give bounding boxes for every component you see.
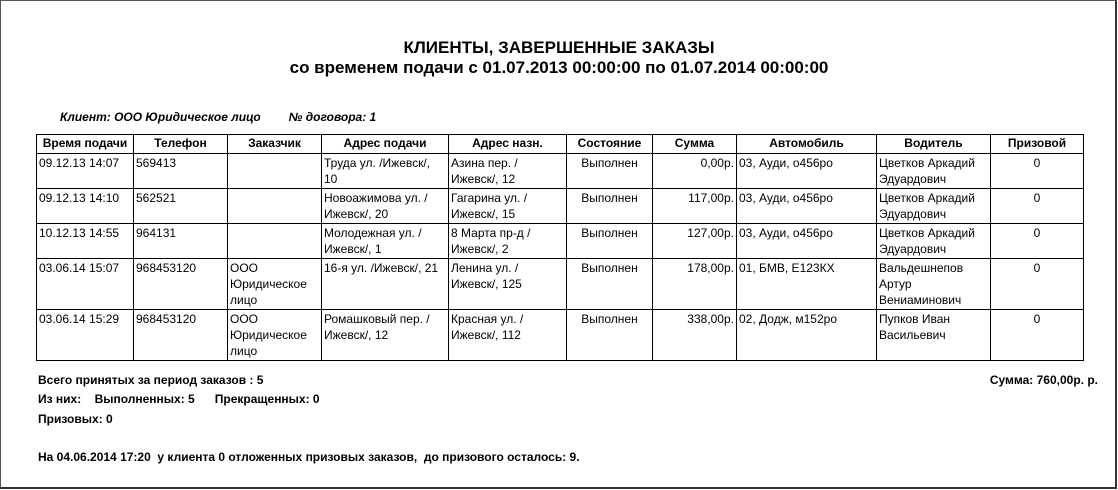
cell-pickup-address: Молодежная ул. /Ижевск/, 1 (322, 224, 449, 259)
header-driver: Водитель (877, 135, 991, 154)
cell-driver: Цветков Аркадий Эдуардович (877, 224, 991, 259)
cell-customer: ООО Юридическое лицо (228, 310, 322, 361)
cell-car: 03, Ауди, о456ро (737, 224, 877, 259)
cell-prize: 0 (991, 189, 1084, 224)
cell-customer (228, 154, 322, 189)
cell-time: 03.06.14 15:07 (37, 259, 134, 310)
table-row (37, 224, 1084, 259)
cell-status: Выполнен (567, 189, 653, 224)
cell-phone: 569413 (134, 154, 228, 189)
cell-time: 10.12.13 14:55 (37, 224, 134, 259)
cell-amount: 178,00р. (653, 259, 737, 310)
cell-pickup-address: Новоажимова ул. /Ижевск/, 20 (322, 189, 449, 224)
total-orders: Всего принятых за период заказов : 5 (38, 373, 264, 387)
cell-phone: 968453120 (134, 259, 228, 310)
cell-pickup-address: 16-я ул. /Ижевск/, 21 (322, 259, 449, 310)
report-title: КЛИЕНТЫ, ЗАВЕРШЕННЫЕ ЗАКАЗЫ (403, 38, 715, 57)
header-time: Время подачи (37, 135, 134, 154)
cell-amount: 338,00р. (653, 310, 737, 361)
header-customer: Заказчик (228, 135, 322, 154)
cell-customer: ООО Юридическое лицо (228, 259, 322, 310)
table-row (37, 189, 1084, 224)
cell-destination-address: 8 Марта пр-д /Ижевск/, 2 (449, 224, 567, 259)
header-destination-address: Адрес назн. (449, 135, 567, 154)
cell-driver: Вальдешнепов Артур Вениаминович (877, 259, 991, 310)
orders-breakdown (38, 392, 320, 406)
client-info (60, 110, 404, 124)
cell-prize: 0 (991, 154, 1084, 189)
cell-car: 02, Додж, м152ро (737, 310, 877, 361)
cell-destination-address: Гагарина ул. /Ижевск/, 15 (449, 189, 567, 224)
header-amount: Сумма (653, 135, 737, 154)
cell-driver: Цветков Аркадий Эдуардович (877, 189, 991, 224)
cancelled-count: Прекращенных: 0 (214, 392, 320, 406)
client-label: Клиент: ООО Юридическое лицо (60, 110, 261, 124)
cell-time: 03.06.14 15:29 (37, 310, 134, 361)
cell-phone: 968453120 (134, 310, 228, 361)
cell-destination-address: Красная ул. /Ижевск/, 112 (449, 310, 567, 361)
cell-status: Выполнен (567, 259, 653, 310)
prize-note: На 04.06.2014 17:20 у клиента 0 отложенных призовых заказов, до призового осталось: 9. (38, 450, 580, 464)
cell-driver: Цветков Аркадий Эдуардович (877, 154, 991, 189)
cell-car: 01, БМВ, Е123КХ (737, 259, 877, 310)
prize-orders: Призовых: 0 (38, 412, 113, 426)
cell-amount: 117,00р. (653, 189, 737, 224)
table-row (37, 259, 1084, 310)
completed-count: Выполненных: 5 (94, 392, 195, 406)
cell-customer (228, 189, 322, 224)
cell-status: Выполнен (567, 224, 653, 259)
orders-table (36, 134, 1084, 361)
cell-driver: Пупков Иван Васильевич (877, 310, 991, 361)
header-car: Автомобиль (737, 135, 877, 154)
contract-number: № договора: 1 (288, 110, 377, 124)
cell-phone: 562521 (134, 189, 228, 224)
header-status: Состояние (567, 135, 653, 154)
cell-amount: 0,00р. (653, 154, 737, 189)
header-pickup-address: Адрес подачи (322, 135, 449, 154)
cell-time: 09.12.13 14:10 (37, 189, 134, 224)
of-them-label: Из них: (38, 392, 82, 406)
cell-destination-address: Азина пер. /Ижевск/, 12 (449, 154, 567, 189)
table-row (37, 154, 1084, 189)
cell-amount: 127,00р. (653, 224, 737, 259)
cell-status: Выполнен (567, 154, 653, 189)
table-header-row (37, 135, 1084, 154)
cell-time: 09.12.13 14:07 (37, 154, 134, 189)
cell-customer (228, 224, 322, 259)
header-phone: Телефон (134, 135, 228, 154)
cell-prize: 0 (991, 259, 1084, 310)
cell-pickup-address: Ромашковый пер. /Ижевск/, 12 (322, 310, 449, 361)
total-sum: Сумма: 760,00р. р. (989, 373, 1098, 387)
cell-pickup-address: Труда ул. /Ижевск/, 10 (322, 154, 449, 189)
cell-phone: 964131 (134, 224, 228, 259)
cell-prize: 0 (991, 310, 1084, 361)
cell-destination-address: Ленина ул. /Ижевск/, 125 (449, 259, 567, 310)
cell-prize: 0 (991, 224, 1084, 259)
table-row (37, 310, 1084, 361)
report-subtitle: со временем подачи с 01.07.2013 00:00:00 по 01.07.2014 00:00:00 (289, 58, 829, 77)
cell-car: 03, Ауди, о456ро (737, 154, 877, 189)
header-prize: Призовой (991, 135, 1084, 154)
cell-car: 03, Ауди, о456ро (737, 189, 877, 224)
cell-status: Выполнен (567, 310, 653, 361)
